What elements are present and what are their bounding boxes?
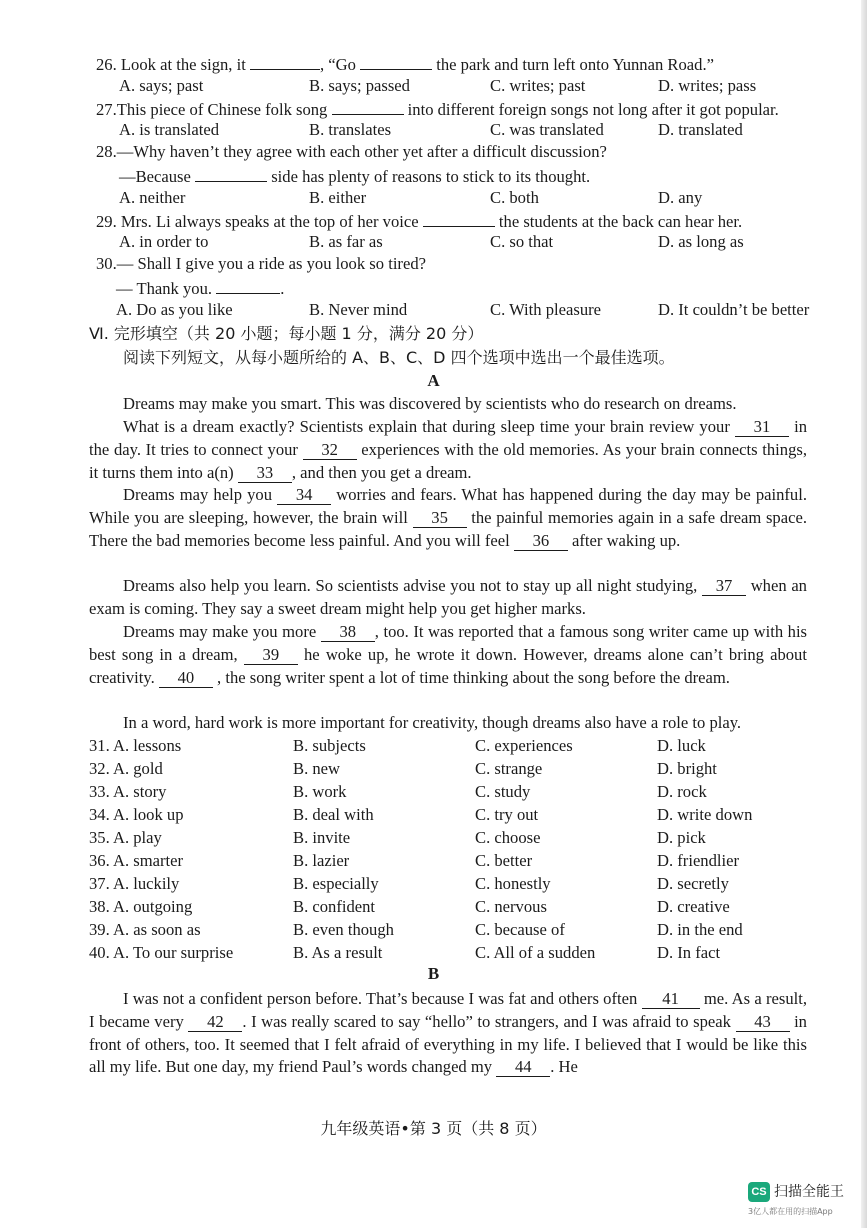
blank-44: 44 bbox=[496, 1058, 550, 1077]
blank-35: 35 bbox=[413, 509, 467, 528]
cloze-option: 40. A. To our surprise bbox=[89, 943, 234, 962]
camscanner-logo-icon: CS bbox=[748, 1182, 770, 1202]
cloze-option: C. nervous bbox=[475, 897, 547, 916]
question-27: 27.This piece of Chinese folk song into different foreign songs not long after it got popular. bbox=[96, 97, 779, 121]
answer-blank bbox=[216, 276, 280, 294]
blank-37: 37 bbox=[702, 577, 746, 596]
option: B. either bbox=[309, 188, 367, 207]
cloze-option: 34. A. look up bbox=[89, 805, 184, 824]
option: B. as far as bbox=[309, 232, 383, 251]
option: D. as long as bbox=[658, 232, 744, 251]
blank-33: 33 bbox=[238, 464, 292, 483]
option: A. Do as you like bbox=[116, 300, 233, 319]
cloze-option: 33. A. story bbox=[89, 782, 167, 801]
option: A. in order to bbox=[119, 232, 209, 251]
question-30-reply: — Thank you. . bbox=[116, 276, 284, 300]
cloze-option: 35. A. play bbox=[89, 828, 162, 847]
option: C. both bbox=[490, 188, 539, 207]
cloze-option: C. because of bbox=[475, 920, 565, 939]
cloze-option: D. pick bbox=[657, 828, 706, 847]
cloze-option: 36. A. smarter bbox=[89, 851, 184, 870]
cloze-option: 38. A. outgoing bbox=[89, 897, 193, 916]
cloze-option: C. All of a sudden bbox=[475, 943, 596, 962]
cloze-option: D. secretly bbox=[657, 874, 729, 893]
cloze-option: C. strange bbox=[475, 759, 543, 778]
cloze-option: D. friendlier bbox=[657, 851, 740, 870]
answer-blank bbox=[360, 52, 432, 70]
blank-42: 42 bbox=[188, 1013, 242, 1032]
cloze-option: D. in the end bbox=[657, 920, 743, 939]
cloze-option: C. choose bbox=[475, 828, 541, 847]
question-28-reply: —Because side has plenty of reasons to stick to its thought. bbox=[119, 164, 590, 188]
cloze-option: B. deal with bbox=[293, 805, 374, 824]
answer-blank bbox=[195, 164, 267, 182]
option: A. neither bbox=[119, 188, 186, 207]
answer-blank bbox=[250, 52, 320, 70]
cloze-option: B. invite bbox=[293, 828, 351, 847]
option: C. With pleasure bbox=[490, 300, 602, 319]
cloze-option: C. honestly bbox=[475, 874, 551, 893]
cloze-option: 31. A. lessons bbox=[89, 736, 182, 755]
paragraph-2: What is a dream exactly? Scientists explain that during sleep time your brain review your 31 in the day. It tries to connect your 32 experiences with the old memories. As your brain connects things, it turns them into a(n) 33 , and then you get a dream. bbox=[89, 417, 807, 482]
cloze-option: B. work bbox=[293, 782, 347, 801]
cloze-option: D. bright bbox=[657, 759, 717, 778]
option: B. Never mind bbox=[309, 300, 408, 319]
page-footer: 九年级英语•第 3 页（共 8 页） bbox=[320, 1119, 547, 1138]
cloze-option: B. confident bbox=[293, 897, 376, 916]
paragraph-3: Dreams may help you 34 worries and fears. What has happened during the day may be painful. While you are sleeping, however, the brain will 35 the painful memories again in a safe dream space. There the bad memories become less painful. And you will feel 36 after waking up. bbox=[89, 485, 807, 550]
cloze-option: D. luck bbox=[657, 736, 706, 755]
cloze-option: C. try out bbox=[475, 805, 539, 824]
cloze-option: C. study bbox=[475, 782, 531, 801]
option: A. is translated bbox=[119, 120, 220, 139]
cloze-option: B. even though bbox=[293, 920, 394, 939]
blank-40: 40 bbox=[159, 669, 213, 688]
blank-38: 38 bbox=[321, 623, 375, 642]
cloze-option: 32. A. gold bbox=[89, 759, 163, 778]
cloze-option: C. better bbox=[475, 851, 533, 870]
watermark-name: 扫描全能王 bbox=[774, 1184, 844, 1200]
cloze-option: 37. A. luckily bbox=[89, 874, 180, 893]
passage-heading-b: B bbox=[427, 964, 440, 983]
blank-39: 39 bbox=[244, 646, 298, 665]
option: C. writes; past bbox=[490, 76, 586, 95]
option: D. translated bbox=[658, 120, 743, 139]
cloze-option: B. new bbox=[293, 759, 341, 778]
watermark-tagline: 3亿人都在用的扫描App bbox=[748, 1207, 833, 1216]
blank-41: 41 bbox=[642, 990, 700, 1009]
question-30: 30.— Shall I give you a ride as you look so tired? bbox=[96, 254, 426, 273]
cloze-option: B. lazier bbox=[293, 851, 350, 870]
blank-43: 43 bbox=[736, 1013, 790, 1032]
answer-blank bbox=[423, 209, 495, 227]
paragraph-4: Dreams also help you learn. So scientists advise you not to stay up all night studying, 37 when an exam is coming. They say a sweet dream might help you get higher marks. bbox=[89, 576, 807, 618]
question-29: 29. Mrs. Li always speaks at the top of her voice the students at the back can hear her. bbox=[96, 209, 742, 233]
option: D. writes; pass bbox=[658, 76, 757, 95]
cloze-option: B. As a result bbox=[293, 943, 383, 962]
cloze-option: D. rock bbox=[657, 782, 707, 801]
cloze-option: B. subjects bbox=[293, 736, 366, 755]
blank-34: 34 bbox=[277, 486, 331, 505]
option: A. says; past bbox=[119, 76, 204, 95]
blank-31: 31 bbox=[735, 418, 789, 437]
option: C. so that bbox=[490, 232, 554, 251]
scanner-watermark bbox=[748, 1178, 866, 1222]
paragraph-1: Dreams may make you smart. This was discovered by scientists who do research on dreams. bbox=[123, 394, 737, 413]
cloze-option: D. write down bbox=[657, 805, 753, 824]
paragraph-6: In a word, hard work is more important for creativity, though dreams also have a role to play. bbox=[123, 713, 742, 732]
section-instruction: 阅读下列短文，从每小题所给的 A、B、C、D 四个选项中选出一个最佳选项。 bbox=[123, 348, 675, 367]
option: C. was translated bbox=[490, 120, 604, 139]
cloze-option: C. experiences bbox=[475, 736, 573, 755]
cloze-option: D. creative bbox=[657, 897, 730, 916]
option: B. says; passed bbox=[309, 76, 410, 95]
option: B. translates bbox=[309, 120, 392, 139]
cloze-option: D. In fact bbox=[657, 943, 721, 962]
passage-heading-a: A bbox=[427, 371, 440, 390]
cloze-option: B. especially bbox=[293, 874, 379, 893]
cloze-option: 39. A. as soon as bbox=[89, 920, 201, 939]
option: D. It couldn’t be better bbox=[658, 300, 810, 319]
section-title: Ⅵ. 完形填空（共 20 小题；每小题 1 分，满分 20 分） bbox=[89, 324, 484, 343]
option: D. any bbox=[658, 188, 703, 207]
blank-36: 36 bbox=[514, 532, 568, 551]
question-26: 26. Look at the sign, it , “Go the park and turn left onto Yunnan Road.” bbox=[96, 52, 714, 76]
question-28: 28.—Why haven’t they agree with each other yet after a difficult discussion? bbox=[96, 142, 607, 161]
scan-edge bbox=[861, 0, 867, 1228]
passage-b-paragraph: I was not a confident person before. That’s because I was fat and others often 41 me. As a result, I became very 42 . I was really scared to say “hello” to strangers, and I was afraid to speak 43 in front of others, too. It seemed that I felt afraid of everything in my life. I believed that I would be like this all my life. But one day, my friend Paul’s words changed my 44 . He bbox=[89, 989, 807, 1077]
blank-32: 32 bbox=[303, 441, 357, 460]
answer-blank bbox=[332, 97, 404, 115]
paragraph-5: Dreams may make you more 38 , too. It was reported that a famous song writer came up with his best song in a dream, 39 he woke up, he wrote it down. However, dreams alone can’t bring about creativity. 40 , the song writer spent a lot of time thinking about the song before the dream. bbox=[89, 622, 808, 687]
